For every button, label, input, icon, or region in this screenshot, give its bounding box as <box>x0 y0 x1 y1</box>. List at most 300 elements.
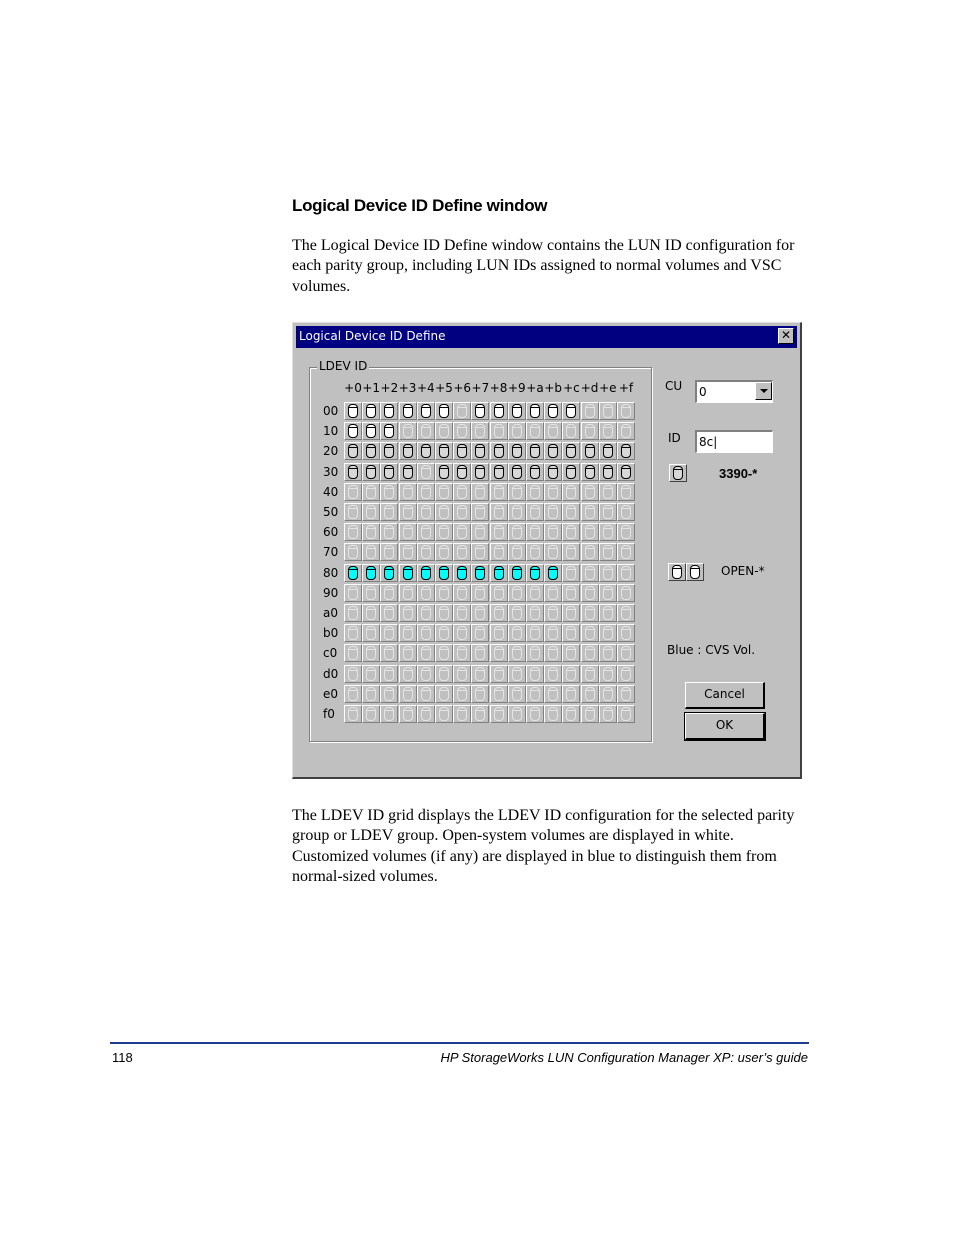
ldev-cell[interactable] <box>581 442 599 460</box>
ldev-cell[interactable] <box>380 483 398 501</box>
ldev-cell[interactable] <box>435 503 453 521</box>
ldev-cell[interactable] <box>617 604 635 622</box>
ldev-cell[interactable] <box>362 483 380 501</box>
ldev-cell[interactable] <box>562 503 580 521</box>
ldev-cell[interactable] <box>471 604 489 622</box>
ldev-cell[interactable] <box>399 584 417 602</box>
ldev-cell[interactable] <box>471 503 489 521</box>
ldev-cell[interactable] <box>562 402 580 420</box>
ldev-cell[interactable] <box>399 503 417 521</box>
column-header: +c <box>563 381 580 395</box>
ldev-cell[interactable] <box>562 463 580 481</box>
ldev-cell[interactable] <box>453 483 471 501</box>
ldev-cell[interactable] <box>581 463 599 481</box>
ldev-cell[interactable] <box>508 442 526 460</box>
ldev-cell[interactable] <box>490 665 508 683</box>
ldev-cell[interactable] <box>362 624 380 642</box>
ldev-cell[interactable] <box>581 543 599 561</box>
ldev-cell[interactable] <box>453 624 471 642</box>
ldev-cell[interactable] <box>417 543 435 561</box>
ldev-cell[interactable] <box>581 483 599 501</box>
volume-icon <box>548 646 558 660</box>
ldev-cell[interactable] <box>380 463 398 481</box>
ldev-cell[interactable] <box>581 402 599 420</box>
close-button[interactable]: ✕ <box>778 328 794 344</box>
ldev-cell[interactable] <box>471 584 489 602</box>
ldev-cell[interactable] <box>599 402 617 420</box>
volume-icon <box>585 646 595 660</box>
ldev-cell[interactable] <box>417 644 435 662</box>
ldev-cell[interactable] <box>599 665 617 683</box>
ldev-cell[interactable] <box>562 564 580 582</box>
ldev-cell[interactable] <box>453 705 471 723</box>
ldev-cell[interactable] <box>362 442 380 460</box>
ldev-cell[interactable] <box>490 503 508 521</box>
ldev-cell[interactable] <box>435 402 453 420</box>
ldev-id-group-label: LDEV ID <box>319 359 368 373</box>
ldev-cell[interactable] <box>435 624 453 642</box>
ldev-cell[interactable] <box>508 624 526 642</box>
ldev-cell[interactable] <box>490 644 508 662</box>
ldev-cell[interactable] <box>453 644 471 662</box>
ldev-cell[interactable] <box>417 483 435 501</box>
ldev-cell[interactable] <box>544 564 562 582</box>
ldev-cell[interactable] <box>581 705 599 723</box>
ldev-cell[interactable] <box>344 523 362 541</box>
ldev-cell[interactable] <box>526 665 544 683</box>
ldev-cell[interactable] <box>362 584 380 602</box>
ldev-cell[interactable] <box>562 665 580 683</box>
ldev-cell[interactable] <box>362 523 380 541</box>
ldev-cell[interactable] <box>435 584 453 602</box>
ldev-cell[interactable] <box>344 463 362 481</box>
ldev-cell[interactable] <box>599 584 617 602</box>
volume-icon <box>603 646 613 660</box>
ldev-cell[interactable] <box>581 564 599 582</box>
ldev-cell[interactable] <box>344 503 362 521</box>
volume-icon <box>494 545 504 559</box>
ldev-cell[interactable] <box>526 543 544 561</box>
ldev-cell[interactable] <box>399 523 417 541</box>
ldev-cell[interactable] <box>581 584 599 602</box>
ldev-cell[interactable] <box>362 503 380 521</box>
ldev-cell[interactable] <box>471 523 489 541</box>
ldev-cell[interactable] <box>562 644 580 662</box>
ldev-cell[interactable] <box>599 483 617 501</box>
ldev-cell[interactable] <box>344 685 362 703</box>
volume-icon <box>621 485 631 499</box>
ldev-cell[interactable] <box>490 402 508 420</box>
volume-icon <box>348 646 358 660</box>
ldev-cell[interactable] <box>435 442 453 460</box>
ldev-cell[interactable] <box>617 483 635 501</box>
ldev-cell[interactable] <box>544 624 562 642</box>
ldev-cell[interactable] <box>617 644 635 662</box>
ldev-cell[interactable] <box>435 705 453 723</box>
ldev-cell[interactable] <box>599 523 617 541</box>
ldev-cell[interactable] <box>526 422 544 440</box>
column-header: +0 <box>344 381 362 395</box>
ldev-cell[interactable] <box>599 442 617 460</box>
ldev-cell[interactable] <box>453 584 471 602</box>
ldev-cell[interactable] <box>562 584 580 602</box>
ldev-cell[interactable] <box>544 543 562 561</box>
ldev-cell[interactable] <box>490 463 508 481</box>
volume-icon <box>421 646 431 660</box>
ldev-cell[interactable] <box>562 442 580 460</box>
ldev-cell[interactable] <box>453 422 471 440</box>
ldev-cell[interactable] <box>471 442 489 460</box>
ldev-cell[interactable] <box>399 685 417 703</box>
ldev-cell[interactable] <box>344 442 362 460</box>
ldev-cell[interactable] <box>544 503 562 521</box>
ldev-cell[interactable] <box>581 604 599 622</box>
ldev-cell[interactable] <box>453 523 471 541</box>
ldev-cell[interactable] <box>435 685 453 703</box>
volume-icon <box>439 545 449 559</box>
ldev-cell[interactable] <box>526 644 544 662</box>
ldev-cell[interactable] <box>508 503 526 521</box>
ldev-cell[interactable] <box>380 402 398 420</box>
id-input[interactable] <box>695 430 773 453</box>
ldev-cell[interactable] <box>617 402 635 420</box>
ldev-cell[interactable] <box>490 604 508 622</box>
ldev-cell[interactable] <box>581 422 599 440</box>
ldev-cell[interactable] <box>435 523 453 541</box>
ldev-cell[interactable] <box>562 543 580 561</box>
ldev-cell[interactable] <box>435 644 453 662</box>
ldev-cell[interactable] <box>399 604 417 622</box>
ldev-cell[interactable] <box>417 523 435 541</box>
ldev-cell[interactable] <box>490 523 508 541</box>
ldev-cell[interactable] <box>562 685 580 703</box>
ldev-cell[interactable] <box>544 463 562 481</box>
ldev-cell[interactable] <box>471 543 489 561</box>
ldev-cell[interactable] <box>599 644 617 662</box>
ldev-cell[interactable] <box>435 564 453 582</box>
ldev-cell[interactable] <box>617 624 635 642</box>
ldev-cell[interactable] <box>471 644 489 662</box>
ldev-cell[interactable] <box>344 665 362 683</box>
ldev-cell[interactable] <box>417 402 435 420</box>
volume-icon <box>603 606 613 620</box>
open-volume-icon <box>668 563 686 581</box>
ldev-cell[interactable] <box>490 564 508 582</box>
ldev-cell[interactable] <box>471 665 489 683</box>
ldev-cell[interactable] <box>544 604 562 622</box>
ldev-cell[interactable] <box>344 604 362 622</box>
ldev-cell[interactable] <box>508 402 526 420</box>
ldev-cell[interactable] <box>417 705 435 723</box>
ldev-cell[interactable] <box>380 644 398 662</box>
ldev-cell[interactable] <box>380 543 398 561</box>
ldev-cell[interactable] <box>526 604 544 622</box>
volume-icon <box>621 545 631 559</box>
ldev-cell[interactable] <box>617 584 635 602</box>
ldev-cell[interactable] <box>399 624 417 642</box>
ldev-cell[interactable] <box>344 483 362 501</box>
ldev-cell[interactable] <box>453 463 471 481</box>
ldev-cell[interactable] <box>617 422 635 440</box>
cancel-button[interactable]: Cancel <box>685 682 765 709</box>
volume-icon <box>494 525 504 539</box>
ldev-cell[interactable] <box>380 665 398 683</box>
ldev-cell[interactable] <box>544 685 562 703</box>
ldev-cell[interactable] <box>417 685 435 703</box>
ok-button[interactable]: OK <box>685 713 765 740</box>
ldev-cell[interactable] <box>471 402 489 420</box>
volume-icon <box>475 687 485 701</box>
legend-open-label: OPEN-* <box>721 564 765 578</box>
ldev-cell[interactable] <box>526 624 544 642</box>
volume-icon <box>512 424 522 438</box>
ldev-cell[interactable] <box>599 604 617 622</box>
ldev-cell[interactable] <box>362 665 380 683</box>
ldev-cell[interactable] <box>599 422 617 440</box>
ldev-cell[interactable] <box>417 564 435 582</box>
ldev-cell[interactable] <box>453 543 471 561</box>
ldev-cell[interactable] <box>508 644 526 662</box>
ldev-cell[interactable] <box>490 422 508 440</box>
ldev-cell[interactable] <box>544 644 562 662</box>
ldev-cell[interactable] <box>471 564 489 582</box>
ldev-cell[interactable] <box>526 402 544 420</box>
ldev-cell[interactable] <box>453 503 471 521</box>
ldev-cell[interactable] <box>453 604 471 622</box>
ldev-cell[interactable] <box>490 584 508 602</box>
ldev-cell[interactable] <box>508 564 526 582</box>
ldev-cell[interactable] <box>471 483 489 501</box>
ldev-cell[interactable] <box>362 644 380 662</box>
ldev-cell[interactable] <box>544 442 562 460</box>
ldev-cell[interactable] <box>380 564 398 582</box>
ldev-cell[interactable] <box>581 685 599 703</box>
volume-icon <box>494 444 504 458</box>
ldev-cell[interactable] <box>362 705 380 723</box>
ldev-cell[interactable] <box>490 543 508 561</box>
ldev-cell[interactable] <box>562 604 580 622</box>
volume-icon <box>530 444 540 458</box>
row-label: 60 <box>323 525 339 540</box>
chevron-down-icon[interactable] <box>755 382 772 400</box>
ldev-cell[interactable] <box>490 624 508 642</box>
row-label: e0 <box>323 686 339 701</box>
ldev-cell[interactable] <box>581 665 599 683</box>
ldev-cell[interactable] <box>399 543 417 561</box>
ldev-cell[interactable] <box>526 483 544 501</box>
ldev-cell[interactable] <box>544 523 562 541</box>
ldev-cell[interactable] <box>399 483 417 501</box>
ldev-cell[interactable] <box>380 422 398 440</box>
ldev-cell[interactable] <box>526 705 544 723</box>
ldev-cell[interactable] <box>417 463 435 481</box>
ldev-cell[interactable] <box>362 463 380 481</box>
ldev-cell[interactable] <box>562 422 580 440</box>
ldev-cell[interactable] <box>417 624 435 642</box>
volume-icon <box>512 687 522 701</box>
ldev-cell[interactable] <box>544 402 562 420</box>
ldev-cell[interactable] <box>453 685 471 703</box>
ldev-cell[interactable] <box>599 463 617 481</box>
volume-icon <box>366 525 376 539</box>
ldev-cell[interactable] <box>362 564 380 582</box>
ldev-cell[interactable] <box>435 422 453 440</box>
ldev-cell[interactable] <box>417 503 435 521</box>
ldev-cell[interactable] <box>362 685 380 703</box>
ldev-cell[interactable] <box>399 402 417 420</box>
ldev-cell[interactable] <box>471 463 489 481</box>
ldev-cell[interactable] <box>490 685 508 703</box>
ldev-cell[interactable] <box>617 705 635 723</box>
volume-icon <box>530 566 540 580</box>
ldev-cell[interactable] <box>362 543 380 561</box>
cu-dropdown[interactable] <box>695 380 773 403</box>
ldev-cell[interactable] <box>417 604 435 622</box>
ldev-cell[interactable] <box>417 584 435 602</box>
ldev-cell[interactable] <box>617 523 635 541</box>
ldev-cell[interactable] <box>581 624 599 642</box>
ldev-cell[interactable] <box>526 442 544 460</box>
ldev-cell[interactable] <box>544 422 562 440</box>
ldev-cell[interactable] <box>599 705 617 723</box>
ldev-cell[interactable] <box>399 665 417 683</box>
ldev-cell[interactable] <box>435 604 453 622</box>
ldev-cell[interactable] <box>581 644 599 662</box>
ldev-cell[interactable] <box>581 503 599 521</box>
ldev-cell[interactable] <box>526 584 544 602</box>
ldev-cell[interactable] <box>490 483 508 501</box>
volume-icon <box>548 404 558 418</box>
ldev-cell[interactable] <box>399 705 417 723</box>
volume-icon <box>494 626 504 640</box>
row-label: 30 <box>323 464 339 479</box>
ldev-cell[interactable] <box>380 604 398 622</box>
ldev-cell[interactable] <box>526 463 544 481</box>
ldev-cell[interactable] <box>617 543 635 561</box>
ldev-cell[interactable] <box>380 685 398 703</box>
ldev-cell[interactable] <box>544 483 562 501</box>
ldev-cell[interactable] <box>508 685 526 703</box>
ldev-cell[interactable] <box>471 624 489 642</box>
ldev-cell[interactable] <box>399 564 417 582</box>
ldev-cell[interactable] <box>617 564 635 582</box>
ldev-cell[interactable] <box>508 665 526 683</box>
volume-icon <box>348 404 358 418</box>
ldev-cell[interactable] <box>362 422 380 440</box>
ldev-cell[interactable] <box>490 442 508 460</box>
ldev-cell[interactable] <box>417 422 435 440</box>
volume-icon <box>403 404 413 418</box>
dialog-title-bar[interactable] <box>296 326 797 348</box>
ldev-cell[interactable] <box>544 665 562 683</box>
ldev-cell[interactable] <box>344 564 362 582</box>
ldev-cell[interactable] <box>508 483 526 501</box>
volume-icon <box>475 586 485 600</box>
ldev-cell[interactable] <box>617 503 635 521</box>
ldev-cell[interactable] <box>617 665 635 683</box>
ldev-cell[interactable] <box>344 644 362 662</box>
ldev-cell[interactable] <box>599 503 617 521</box>
ldev-cell[interactable] <box>344 422 362 440</box>
ldev-cell[interactable] <box>508 422 526 440</box>
ldev-cell[interactable] <box>471 422 489 440</box>
ldev-cell[interactable] <box>599 564 617 582</box>
ldev-cell[interactable] <box>399 442 417 460</box>
ldev-cell[interactable] <box>526 523 544 541</box>
ldev-cell[interactable] <box>526 685 544 703</box>
ldev-cell[interactable] <box>435 463 453 481</box>
ldev-cell[interactable] <box>380 503 398 521</box>
column-header: +2 <box>380 381 399 395</box>
ldev-cell[interactable] <box>380 584 398 602</box>
ldev-cell[interactable] <box>362 604 380 622</box>
ldev-cell[interactable] <box>380 705 398 723</box>
ldev-cell[interactable] <box>562 483 580 501</box>
ldev-cell[interactable] <box>344 705 362 723</box>
section-heading: Logical Device ID Define window <box>292 196 548 215</box>
volume-icon <box>366 586 376 600</box>
ldev-cell[interactable] <box>508 463 526 481</box>
volume-icon <box>603 545 613 559</box>
ldev-cell[interactable] <box>399 422 417 440</box>
ldev-cell[interactable] <box>471 685 489 703</box>
ldev-cell[interactable] <box>380 523 398 541</box>
ldev-cell[interactable] <box>544 584 562 602</box>
ldev-cell[interactable] <box>508 604 526 622</box>
ldev-cell[interactable] <box>453 442 471 460</box>
ldev-cell[interactable] <box>562 705 580 723</box>
ldev-cell[interactable] <box>490 705 508 723</box>
ldev-cell[interactable] <box>344 402 362 420</box>
ldev-cell[interactable] <box>417 442 435 460</box>
ldev-cell[interactable] <box>344 584 362 602</box>
ldev-cell[interactable] <box>453 564 471 582</box>
ldev-cell[interactable] <box>508 523 526 541</box>
ldev-cell[interactable] <box>435 543 453 561</box>
volume-icon <box>384 586 394 600</box>
ldev-cell[interactable] <box>362 402 380 420</box>
ldev-cell[interactable] <box>617 685 635 703</box>
ldev-cell[interactable] <box>471 705 489 723</box>
ldev-cell[interactable] <box>562 624 580 642</box>
ldev-cell[interactable] <box>344 624 362 642</box>
ldev-cell[interactable] <box>599 543 617 561</box>
ldev-cell[interactable] <box>617 463 635 481</box>
ldev-cell[interactable] <box>453 402 471 420</box>
ldev-cell[interactable] <box>453 665 471 683</box>
volume-icon <box>384 485 394 499</box>
ldev-cell[interactable] <box>508 543 526 561</box>
ldev-cell[interactable] <box>581 523 599 541</box>
ldev-cell[interactable] <box>544 705 562 723</box>
ldev-cell[interactable] <box>380 624 398 642</box>
ldev-cell[interactable] <box>599 624 617 642</box>
ldev-cell[interactable] <box>599 685 617 703</box>
ldev-cell[interactable] <box>562 523 580 541</box>
ldev-cell[interactable] <box>417 665 435 683</box>
ldev-cell[interactable] <box>435 483 453 501</box>
ldev-cell[interactable] <box>399 463 417 481</box>
ldev-cell[interactable] <box>508 705 526 723</box>
ldev-cell[interactable] <box>344 543 362 561</box>
ldev-cell[interactable] <box>526 503 544 521</box>
ldev-cell[interactable] <box>508 584 526 602</box>
ldev-cell[interactable] <box>435 665 453 683</box>
ldev-cell[interactable] <box>526 564 544 582</box>
ldev-cell[interactable] <box>380 442 398 460</box>
ldev-cell[interactable] <box>399 644 417 662</box>
ldev-cell[interactable] <box>617 442 635 460</box>
